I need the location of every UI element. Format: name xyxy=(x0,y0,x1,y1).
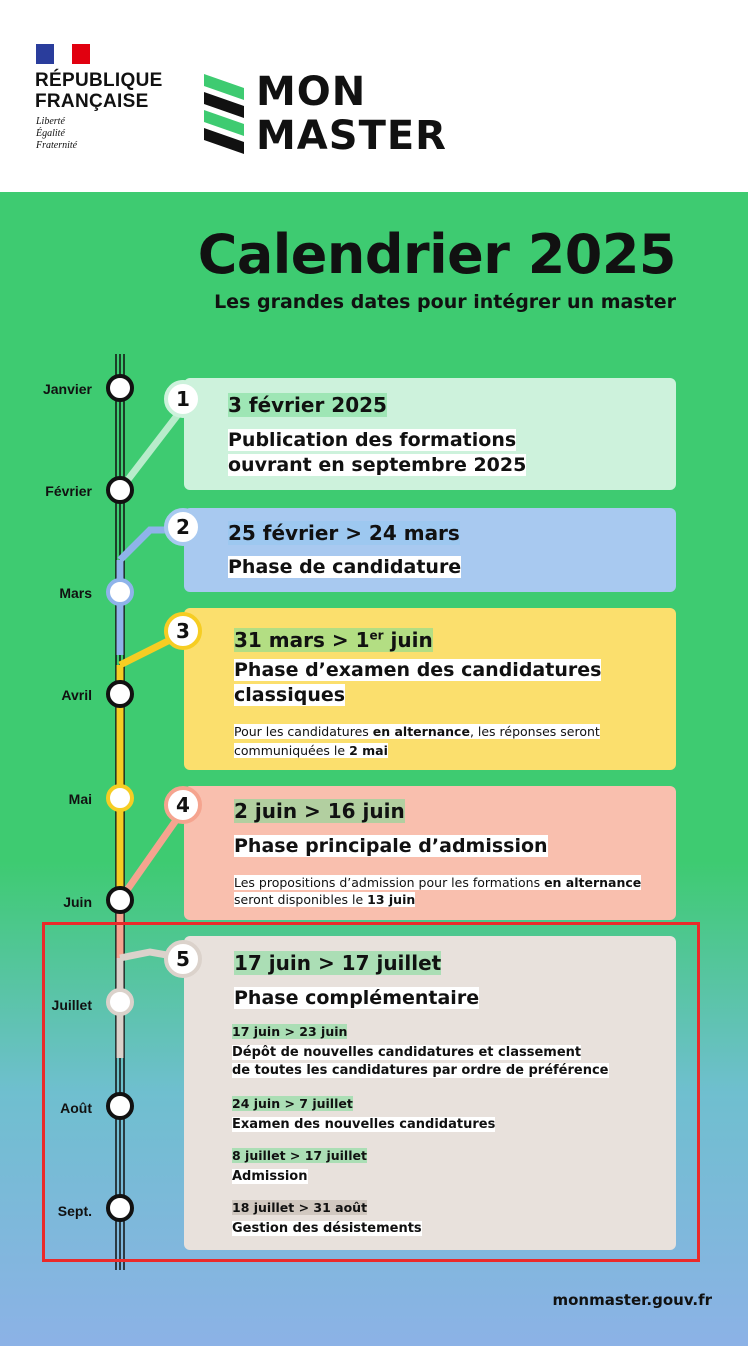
phase-card-1 xyxy=(184,378,676,490)
motto-liberte: Liberté xyxy=(36,116,65,127)
phase-note: Pour les candidatures en alternance, les réponses seront communiquées le 2 mai xyxy=(234,724,600,758)
highlight-frame xyxy=(42,922,700,1262)
motto-fraternite: Fraternité xyxy=(36,140,78,151)
phase-badge-2: 2 xyxy=(164,508,202,546)
phase-date: 2 juin > 16 juin xyxy=(234,799,405,823)
phase-badge-4: 4 xyxy=(164,786,202,824)
step-text: Admission xyxy=(232,1169,308,1184)
phase-title: Publication des formations ouvrant en septembre 2025 xyxy=(228,429,527,476)
phase-title: Phase complémentaire xyxy=(234,987,480,1009)
step-date: 8 juillet > 17 juillet xyxy=(232,1148,367,1163)
phase-card-3 xyxy=(184,608,676,770)
phase-card-2 xyxy=(184,508,676,592)
mon-master-wordmark xyxy=(256,70,516,158)
brand-line-1: MON xyxy=(256,69,367,115)
republique-francaise-label: RÉPUBLIQUE FRANÇAISE xyxy=(35,70,163,112)
phase-date: 25 février > 24 mars xyxy=(228,521,460,545)
step-text: Dépôt de nouvelles candidatures et classement de toutes les candidatures par ordre de préférence xyxy=(232,1045,609,1078)
month-label-juin: Juin xyxy=(63,894,92,910)
phase-date: 3 février 2025 xyxy=(228,393,387,417)
step-text: Gestion des désistements xyxy=(232,1221,422,1236)
month-label-janvier: Janvier xyxy=(42,381,92,397)
phase-badge-5: 5 xyxy=(164,940,202,978)
month-label-mai: Mai xyxy=(68,791,92,807)
phase-note: Les propositions d’admission pour les formations en alternance seront disponibles le 13 juin xyxy=(234,875,642,907)
page-subtitle: Les grandes dates pour intégrer un master xyxy=(214,291,676,313)
motto-egalite: Égalité xyxy=(36,128,65,139)
phase-title: Phase principale d’admission xyxy=(234,835,548,857)
step-text: Examen des nouvelles candidatures xyxy=(232,1117,496,1132)
phase-date: 17 juin > 17 juillet xyxy=(234,951,442,975)
month-label-aout: Août xyxy=(60,1100,92,1116)
phase-badge-1: 1 xyxy=(164,380,202,418)
brand-line-2: MASTER xyxy=(256,113,447,159)
phase-card-4 xyxy=(184,786,676,920)
website-link[interactable]: monmaster.gouv.fr xyxy=(552,1291,712,1309)
republic-motto xyxy=(36,116,136,152)
phase-badge-3: 3 xyxy=(164,612,202,650)
step-date: 17 juin > 23 juin xyxy=(232,1024,348,1039)
month-label-juillet: Juillet xyxy=(51,997,92,1013)
month-label-fevrier: Février xyxy=(45,483,92,499)
month-label-mars: Mars xyxy=(59,585,92,601)
phase-title: Phase de candidature xyxy=(228,556,462,578)
french-flag-icon xyxy=(36,44,90,64)
phase-date: 31 mars > 1er juin xyxy=(234,627,433,652)
phase-title: Phase d’examen des candidatures classiques xyxy=(234,659,602,706)
month-label-avril: Avril xyxy=(61,687,92,703)
page-title: Calendrier 2025 xyxy=(197,223,676,286)
step-date: 24 juin > 7 juillet xyxy=(232,1096,353,1111)
step-date: 18 juillet > 31 août xyxy=(232,1200,368,1215)
mon-master-logo-icon xyxy=(204,74,244,154)
header xyxy=(0,0,748,192)
month-label-sept: Sept. xyxy=(57,1203,92,1219)
